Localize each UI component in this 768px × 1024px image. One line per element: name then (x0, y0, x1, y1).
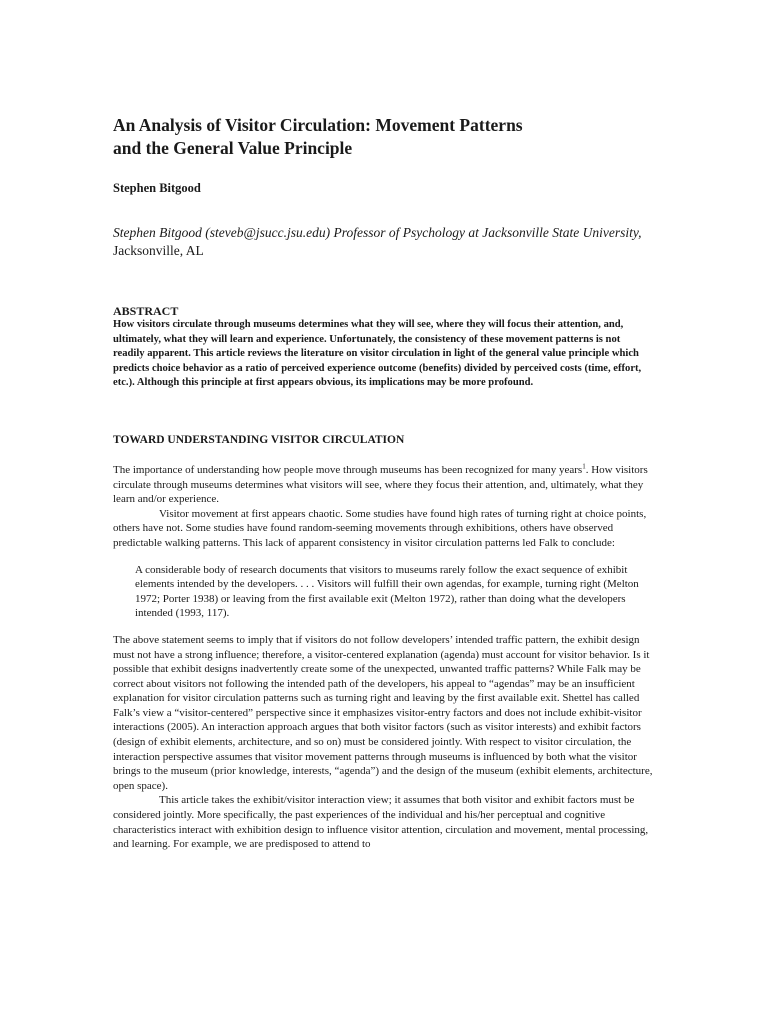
title-line-2: and the General Value Principle (113, 138, 353, 158)
author-affiliation (113, 224, 653, 260)
paragraph-2: Visitor movement at first appears chaotic. Some studies have found high rates of turning right at choice points, others have not. Some studies have found random-seeming movements through exhibitions, others have observed predictable walking patterns. This lack of apparent consistency in visitor circulation patterns led Falk to conclude: (113, 507, 647, 549)
paper-title (113, 114, 653, 160)
affiliation-italic: Stephen Bitgood (steveb@jsucc.jsu.edu) Professor of Psychology at Jacksonville State University, (113, 225, 642, 240)
paper-page (113, 114, 653, 852)
paragraph-1-text-b: . How visitors circulate through museums determines what visitors will see, where they focus their attention, and, ultimately, what they learn and/or experience. (113, 463, 648, 506)
author-name: Stephen Bitgood (113, 181, 201, 195)
paragraph-3: The above statement seems to imply that if visitors do not follow developers’ intended traffic pattern, the exhibit design must not have a strong influence; therefore, a visitor-centered explanation (agenda) must account for visitor behavior. Is it possible that exhibit designs inadvertently create some of the unexpected, unwanted traffic patterns? While Falk may be correct about visitors not following the intended path of the developers, his appeal to “agendas” may be an insufficient explanation for visitor circulation patterns such as turning right and leaving by the first available exit. Shettel has called Falk’s view a “visitor-centered” perspective since it emphasizes visitor-entry factors and does not include exhibit-visitor interactions (2005). An interaction approach argues that both visitor factors (such as visitor interests) and exhibit factors (design of exhibit elements, architecture, and so on) must be considered jointly. With respect to visitor circulation, the interaction perspective assumes that visitor movement patterns through museums is influenced by both what the visitor brings to the museum (prior knowledge, interests, “agenda”) and the design of the museum (exhibit elements, architecture, open space). (113, 633, 653, 792)
abstract-heading: ABSTRACT (113, 304, 179, 318)
paragraph-4: This article takes the exhibit/visitor interaction view; it assumes that both visitor and exhibit factors must be considered jointly. More specifically, the past experiences of the individual and his/her perceptual and cognitive characteristics interact with exhibition design to influence visitor attention, circulation and movement, mental processing, and learning. For example, we are predisposed to attend to (113, 794, 649, 851)
affiliation-location: Jacksonville, AL (113, 243, 204, 258)
abstract-text: How visitors circulate through museums determines what they will see, where they will focus their attention, and, ultimately, what they will learn and experience. Unfortunately, the consistency of these movement patterns is not readily apparent. This article reviews the literature on visitor circulation in light of the general value principle which predicts choice behavior as a ratio of perceived experience outcome (benefits) divided by perceived costs (time, effort, etc.). Although this principle at first appears obvious, its implications may be more profound. (113, 319, 642, 389)
footnote-marker: 1 (582, 462, 586, 471)
block-quote: A considerable body of research documents that visitors to museums rarely follow the exact sequence of exhibit elements intended by the developers. . . . Visitors will fulfill their own agendas, for example, turning right (Melton 1972; Porter 1938) or leaving from the first available exit (Melton 1972), rather than doing what the developers intended (1993, 117). (135, 563, 639, 620)
title-line-1: An Analysis of Visitor Circulation: Movement Patterns (113, 115, 523, 135)
paragraph-1 (113, 463, 653, 507)
section-heading: TOWARD UNDERSTANDING VISITOR CIRCULATION (113, 433, 405, 446)
paragraph-1-text-a: The importance of understanding how people move through museums has been recognized for many years (113, 463, 583, 476)
